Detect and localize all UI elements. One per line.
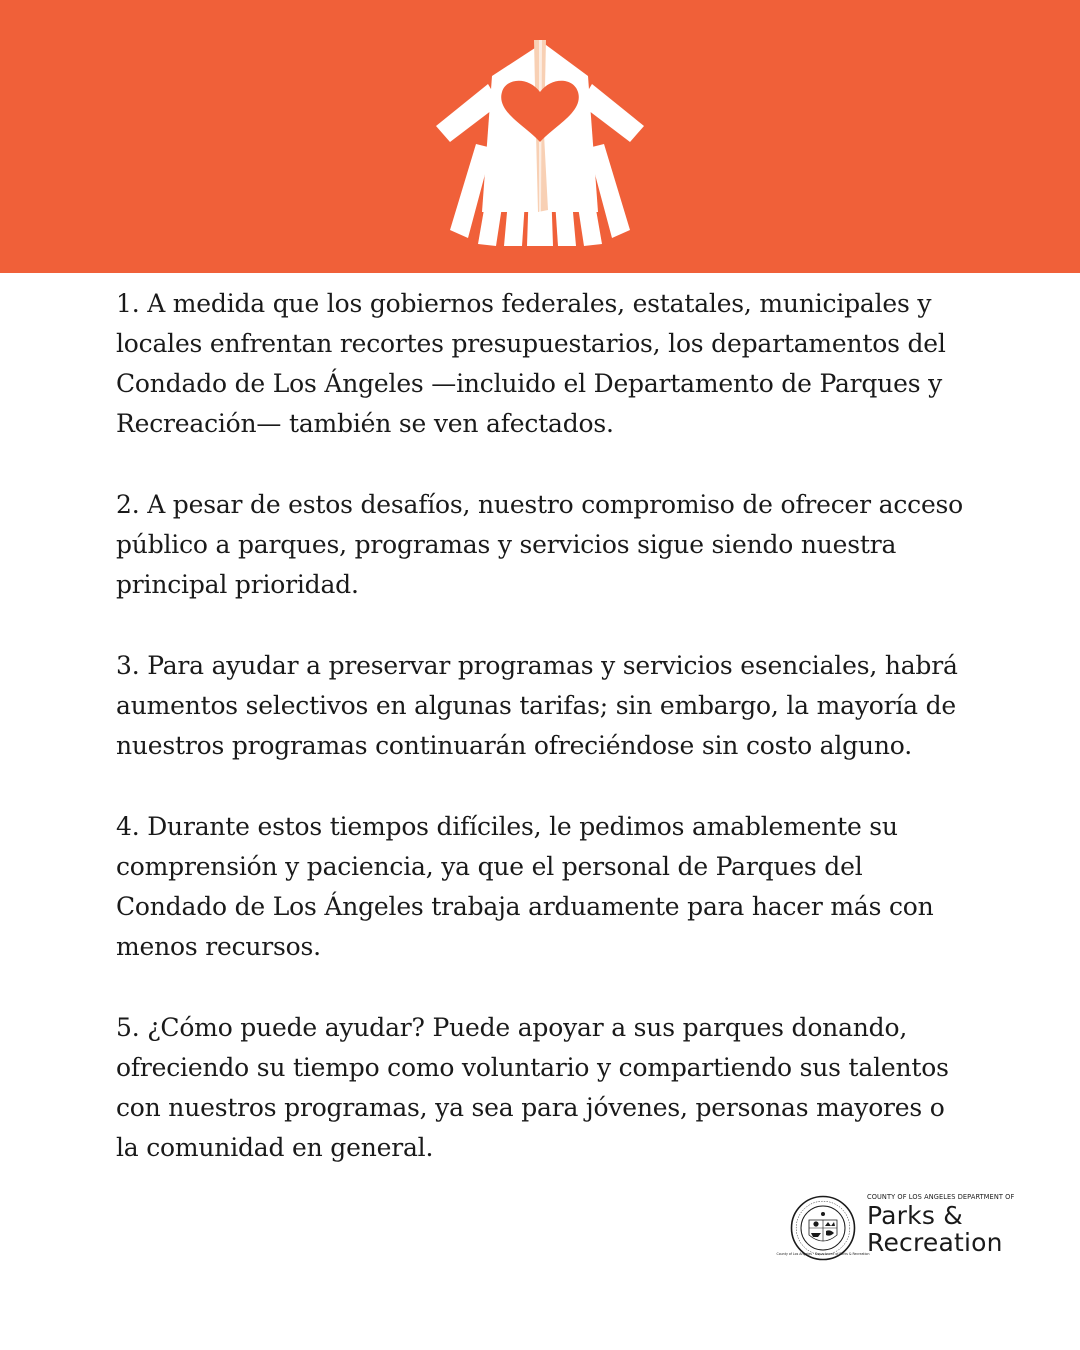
logo-department-line: COUNTY OF LOS ANGELES DEPARTMENT OF: [867, 1193, 1015, 1201]
message-body: [116, 284, 966, 1209]
point-3: 3. Para ayudar a preservar programas y servicios esenciales, habrá aumentos selectivos en algunas tarifas; sin embargo, la mayoría de nuestros programas continuarán ofreciéndose sin costo alguno.: [116, 651, 958, 760]
point-1: 1. A medida que los gobiernos federales, estatales, municipales y locales enfrentan recortes presupuestarios, los departamentos del Condado de Los Ángeles —incluido el Departamento de Parques y Recreación— también se ven afectados.: [116, 289, 946, 438]
point-4: 4. Durante estos tiempos difíciles, le pedimos amablemente su comprensión y paciencia, ya que el personal de Parques del Condado de Los Ángeles trabaja arduamente para hacer más con menos recursos.: [116, 812, 934, 961]
point-2: 2. A pesar de estos desafíos, nuestro compromiso de ofrecer acceso público a parques, programas y servicios sigue siendo nuestra principal prioridad.: [116, 490, 964, 599]
point-5: 5. ¿Cómo puede ayudar? Puede apoyar a sus parques donando, ofreciendo su tiempo como voluntario y compartiendo sus talentos con nuestros programas, ya sea para jóvenes, personas mayores o la comunidad en general.: [116, 1013, 949, 1162]
logo-wordmark: [867, 1193, 1052, 1256]
seal-ring-text: County of Los Angeles · Department of Parks & Recreation: [776, 1252, 870, 1256]
county-seal-icon: [776, 1195, 870, 1261]
logo-recreation-line: Recreation: [867, 1228, 1003, 1257]
logo-parks-line: Parks &: [867, 1201, 963, 1230]
heart-in-hands-icon: [430, 34, 650, 246]
parks-recreation-logo: [776, 1193, 1050, 1263]
header-banner: [0, 0, 1080, 273]
